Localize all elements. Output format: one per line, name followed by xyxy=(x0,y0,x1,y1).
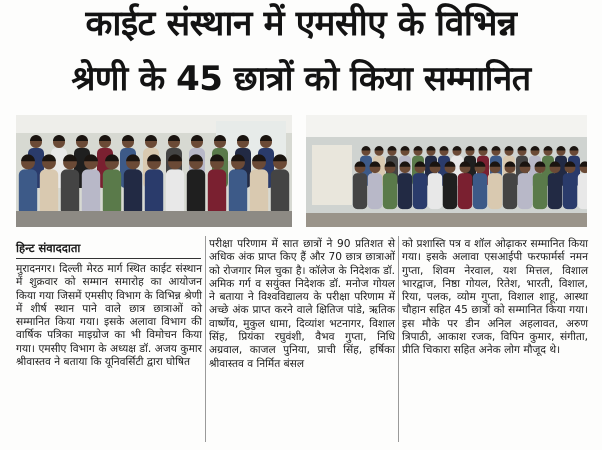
article-paragraph-2: परीक्षा परिणाम में सात छात्रों ने 90 प्रतिशत से अधिक अंक प्राप्त किए हैं और 70 छात्र छात्राओं को रोजगार मिल चुका है। कॉलेज के निदेशक डॉ. अमिक गर्ग व सयुंक्त निदेशक डॉ. मनोज गोयल ने बताया ने विश्वविद्यालय के परीक्षा परिणाम में अच्छे अंक प्राप्त करने वाले क्षितिज पांडे, ऋतिक वार्ष्णेय, मुकुल धामा, दिव्यांश भटनागर, विशाल सिंह, प्रियंका रघुवंशी, वैभव गुप्ता, निधि अग्रवाल, काजल पुनिया, प्राची सिंह, हर्षिका श्रीवास्तव व निर्मित बंसल xyxy=(209,238,395,370)
group-photo-right xyxy=(306,115,587,227)
person-front-right xyxy=(383,161,397,209)
byline: हिन्ट संवाददाता xyxy=(16,241,201,259)
article-column-1 xyxy=(16,263,202,369)
person-front-right xyxy=(443,161,457,209)
person-front-right xyxy=(488,161,502,209)
person-front-right xyxy=(353,161,367,209)
person-front-left xyxy=(229,154,247,215)
person-front-left xyxy=(166,154,184,215)
person-front-right xyxy=(368,161,382,209)
group-photo-left-image xyxy=(16,115,292,227)
person-front-left xyxy=(187,154,205,215)
person-front-left xyxy=(124,154,142,215)
person-front-right xyxy=(548,161,562,209)
person-front-left xyxy=(82,154,100,215)
article-column-3 xyxy=(402,238,588,358)
group-photo-right-image xyxy=(306,115,587,227)
person-front-right xyxy=(533,161,547,209)
person-front-left xyxy=(61,154,79,215)
column-divider-1 xyxy=(205,236,206,442)
article-paragraph-3: को प्रशास्ति पत्र व शॉल ओढ़ाकर सम्मानित किया गया। इसके अलावा एसआईपी फरफार्मर्स नमन गुप्ता, शिवम नेरवाल, यश मित्तल, विशाल भारद्वाज, निष्ठा गोयल, रितेश, भारती, विशाल, रिया, पलक, व्योम गुप्ता, विशाल शाहू, आस्था चौहान सहित 45 छात्रों को सम्मानित किया गया। इस मौके पर डीन अनिल अहलावत, अरुण त्रिपाठी, आकाश रजक, विपिन कुमार, संगीता, प्रीति चिकारा सहित अनेक लोग मौजूद थे। xyxy=(402,238,588,357)
person-front-left xyxy=(40,154,58,215)
headline-line-2: श्रेणी के 45 छात्रों को किया सम्मानित xyxy=(71,59,531,99)
person-front-left xyxy=(19,154,37,215)
person-front-right xyxy=(503,161,517,209)
person-front-right xyxy=(563,161,577,209)
person-front-right xyxy=(518,161,532,209)
person-front-left xyxy=(271,154,289,215)
person-front-right xyxy=(398,161,412,209)
person-front-right xyxy=(413,161,427,209)
person-front-left xyxy=(103,154,121,215)
person-front-right xyxy=(473,161,487,209)
column-divider-2 xyxy=(398,236,399,442)
person-front-right xyxy=(458,161,472,209)
article-column-2 xyxy=(209,238,395,371)
headline-line-1: काईट संस्थान में एमसीए के विभिन्न xyxy=(85,4,517,44)
person-front-right xyxy=(428,161,442,209)
group-photo-left xyxy=(16,115,292,227)
person-front-left xyxy=(208,154,226,215)
person-front-left xyxy=(250,154,268,215)
article-paragraph-1: मुरादनगर। दिल्ली मेरठ मार्ग स्थित काईट संस्थान में शुक्रवार को सम्मान समारोह का आयोजन किया गया जिसमें एमसीए विभाग के विभिन्न श्रेणी में शीर्ष स्थान पाने वाले छात्र छात्राओं को सम्मानित किया गया। इसके अलावा विभाग की वार्षिक पत्रिका माइग्रोज का भी विमोचन किया गया। एमसीए विभाग के अध्यक्ष डॉ. अजय कुमार श्रीवास्तव ने बताया कि यूनिवर्सिटी द्वारा घोषित xyxy=(16,263,202,369)
person-front-left xyxy=(145,154,163,215)
